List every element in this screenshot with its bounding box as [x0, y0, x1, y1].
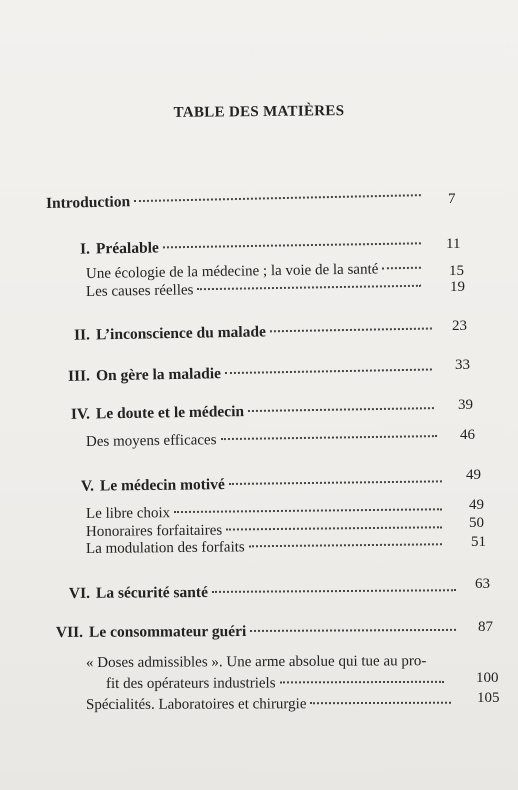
toc-entry-label: Le libre choix: [85, 505, 171, 522]
toc-section-entry: [86, 537, 446, 558]
toc-page-number: 100: [476, 670, 499, 686]
dot-leader: [197, 284, 421, 291]
toc-chapter-entry: [60, 235, 425, 259]
toc-page-number: 50: [469, 515, 484, 531]
toc-page-number: 7: [448, 191, 456, 207]
toc-chapter-entry: [60, 320, 436, 345]
toc-page-number: 51: [471, 534, 486, 550]
toc-entry-label: Introduction: [45, 193, 131, 212]
toc-page-number: 19: [450, 279, 465, 295]
dot-leader: [134, 193, 421, 202]
toc-section-entry: [86, 653, 470, 672]
toc-page-number: 15: [449, 263, 464, 279]
toc-entry-label: L’inconscience du malade: [95, 323, 267, 344]
toc-entry-label: « Doses admissibles ». Une arme absolue qui tue au pro-: [85, 653, 427, 671]
dot-leader: [248, 406, 434, 412]
toc-entry-label: La modulation des forfaits: [85, 539, 245, 557]
toc-section-entry: [106, 675, 448, 693]
toc-entry-label: Les causes réelles: [85, 282, 194, 300]
toc-entry-label: Des moyens efficaces: [85, 432, 217, 450]
toc-page-number: 63: [475, 576, 490, 592]
dot-leader: [229, 479, 442, 485]
dot-leader: [250, 628, 456, 632]
dot-leader: [310, 701, 451, 704]
toc-page-number: 49: [469, 497, 484, 513]
toc-entry-label: Préalable: [95, 239, 159, 258]
toc-page-number: 23: [452, 318, 467, 334]
dot-leader: [174, 507, 442, 513]
toc-entry-label: Spécialités. Laboratoires et chirurgie: [85, 696, 307, 713]
toc-entry-label: On gère la maladie: [95, 365, 222, 385]
toc-entry-label: Honoraires forfaitaires: [85, 522, 223, 540]
toc-chapter-number: VI.: [68, 584, 91, 602]
toc-chapter-entry: [53, 622, 460, 642]
dot-leader: [225, 368, 432, 375]
dot-leader: [280, 680, 444, 684]
toc-page-number: 33: [455, 357, 470, 373]
dot-leader: [270, 327, 432, 333]
toc-entry-label: Le doute et le médecin: [95, 403, 245, 423]
toc-section-entry: [86, 696, 455, 714]
toc-entry-label: fit des opérateurs industriels: [105, 675, 276, 692]
toc-chapter-number: V.: [80, 477, 95, 495]
dot-leader: [226, 525, 442, 530]
toc-chapter-entry: [60, 361, 436, 386]
toc-page-number: 49: [466, 467, 481, 483]
toc-chapter-number: IV.: [70, 405, 91, 423]
toc-chapter-entry: [60, 582, 460, 603]
toc-entry-label: La sécurité santé: [95, 583, 208, 602]
toc-entry-label: Une écologie de la médecine ; la voie de la santé: [85, 261, 379, 282]
toc-chapter-entry: [60, 400, 438, 424]
toc-page-number: 11: [446, 236, 461, 252]
toc-title: TABLE DES MATIÈRES: [173, 103, 345, 121]
dot-leader: [249, 542, 442, 547]
toc-chapter-number: VII.: [55, 623, 84, 641]
dot-leader: [382, 266, 421, 270]
dot-leader: [163, 241, 421, 248]
toc-chapter-number: III.: [67, 367, 91, 385]
toc-section-entry: [86, 429, 441, 451]
toc-chapter-number: I.: [79, 240, 91, 258]
dot-leader: [212, 588, 456, 593]
toc-chapter-entry: [64, 473, 446, 496]
toc-entry-label: Le consommateur guéri: [88, 622, 247, 641]
toc-entry-label: Le médecin motivé: [99, 476, 225, 495]
toc-chapter-number: II.: [73, 326, 91, 344]
toc-page-number: 87: [478, 619, 493, 635]
toc-page-number: 46: [460, 427, 475, 443]
toc-page-number: 105: [477, 690, 500, 706]
toc-intro-entry: [46, 187, 425, 213]
dot-leader: [220, 434, 437, 440]
toc-page-number: 39: [458, 397, 473, 413]
